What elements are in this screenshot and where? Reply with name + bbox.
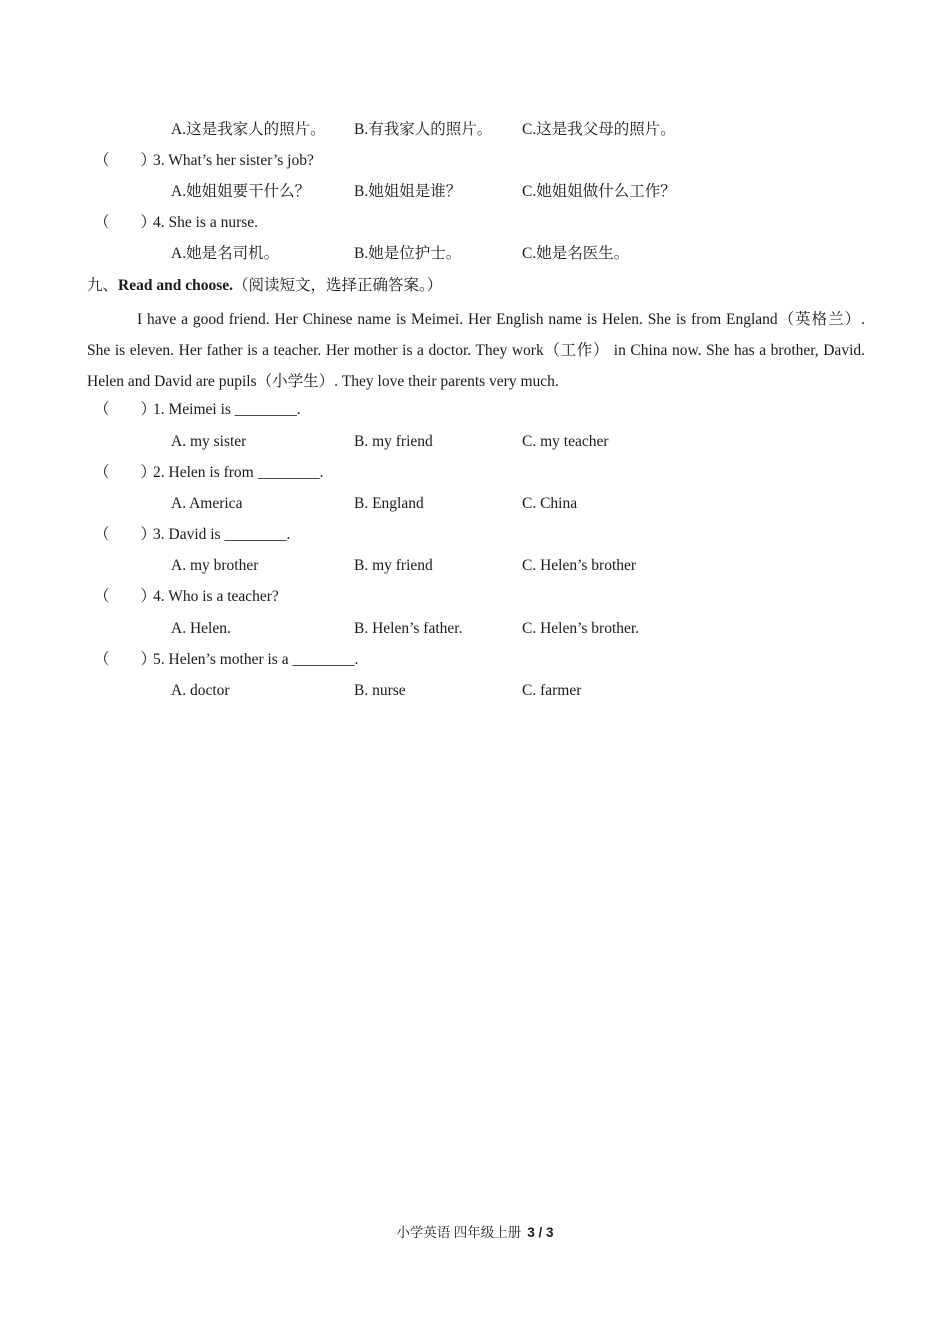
option-c: C.这是我父母的照片。 bbox=[522, 121, 676, 138]
option-b: B. my friend bbox=[354, 557, 433, 574]
section-title-en: Read and choose. bbox=[118, 277, 233, 294]
option-a: A. doctor bbox=[171, 682, 230, 699]
prev-q2-options bbox=[0, 118, 950, 142]
prev-q3 bbox=[0, 149, 950, 173]
option-c: C.她是名医生。 bbox=[522, 245, 630, 262]
option-c: C. farmer bbox=[522, 682, 582, 699]
question-row bbox=[0, 585, 950, 609]
question-text: 2. Helen is from ________. bbox=[153, 464, 324, 481]
option-a: A. my sister bbox=[171, 433, 247, 450]
question-text: 1. Meimei is ________. bbox=[153, 401, 301, 418]
option-a: A. America bbox=[171, 495, 243, 512]
question-row bbox=[0, 648, 950, 672]
question-row bbox=[0, 398, 950, 422]
option-b: B. nurse bbox=[354, 682, 406, 699]
section-number: 九、 bbox=[87, 277, 119, 294]
answer-blank: （ ） bbox=[94, 152, 157, 169]
answer-blank: （ ） bbox=[94, 401, 157, 418]
option-b: B. Helen’s father. bbox=[354, 620, 463, 637]
question-text: 3. What’s her sister’s job? bbox=[153, 152, 314, 169]
prev-q4-options bbox=[0, 242, 950, 266]
answer-blank: （ ） bbox=[94, 526, 157, 543]
option-a: A.这是我家人的照片。 bbox=[171, 121, 326, 138]
section-title-zh: （阅读短文，选择正确答案。） bbox=[233, 277, 443, 294]
question-text: 5. Helen’s mother is a ________. bbox=[153, 651, 359, 668]
option-c: C. Helen’s brother bbox=[522, 557, 637, 574]
reading-passage: I have a good friend. Her Chinese name is Meimei. Her English name is Helen. She is from England（英格兰）. She is eleven. Her father is a teacher. Her mother is a doctor. They work（工作） in China now. She has a brother, David. Helen and David are pupils（小学生）. They love their parents very much. bbox=[87, 311, 865, 390]
page-number: 3 / 3 bbox=[527, 1225, 554, 1240]
question-row bbox=[0, 461, 950, 485]
page-footer bbox=[0, 1222, 950, 1244]
answer-blank: （ ） bbox=[94, 651, 157, 668]
option-a: A.她是名司机。 bbox=[171, 245, 280, 262]
question-text: 3. David is ________. bbox=[153, 526, 291, 543]
footer-subject: 小学英语 四年级上册 bbox=[396, 1225, 522, 1240]
options-row bbox=[0, 430, 950, 454]
option-a: A. my brother bbox=[171, 557, 259, 574]
option-a: A. Helen. bbox=[171, 620, 231, 637]
answer-blank: （ ） bbox=[94, 588, 157, 605]
option-b: B.她姐姐是谁？ bbox=[354, 183, 462, 200]
question-text: 4. She is a nurse. bbox=[153, 214, 259, 231]
options-row bbox=[0, 492, 950, 516]
section-heading bbox=[0, 274, 950, 298]
option-a: A.她姐姐要干什么？ bbox=[171, 183, 311, 200]
option-b: B. my friend bbox=[354, 433, 433, 450]
option-c: C. China bbox=[522, 495, 578, 512]
options-row bbox=[0, 679, 950, 703]
option-c: C.她姐姐做什么工作？ bbox=[522, 183, 676, 200]
option-b: B.她是位护士。 bbox=[354, 245, 462, 262]
prev-q4 bbox=[0, 211, 950, 235]
options-row bbox=[0, 554, 950, 578]
answer-blank: （ ） bbox=[94, 464, 157, 481]
option-c: C. Helen’s brother. bbox=[522, 620, 640, 637]
options-row bbox=[0, 617, 950, 641]
section-title bbox=[87, 274, 442, 298]
option-c: C. my teacher bbox=[522, 433, 609, 450]
prev-q3-options bbox=[0, 180, 950, 204]
answer-blank: （ ） bbox=[94, 214, 157, 231]
question-row bbox=[0, 523, 950, 547]
option-b: B. England bbox=[354, 495, 424, 512]
question-text: 4. Who is a teacher? bbox=[153, 588, 279, 605]
option-b: B.有我家人的照片。 bbox=[354, 121, 493, 138]
